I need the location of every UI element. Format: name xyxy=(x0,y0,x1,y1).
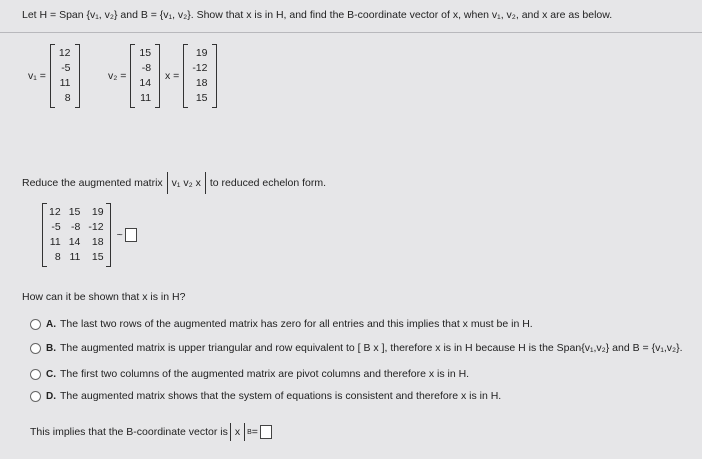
reduce-matrix-label: v₁ v₂ x xyxy=(167,172,206,194)
radio-option-c[interactable] xyxy=(30,369,41,380)
row-equivalent-symbol: ~ xyxy=(116,229,123,241)
vector-x-matrix xyxy=(183,44,216,108)
aug-entry: 11 xyxy=(69,251,81,263)
divider xyxy=(0,32,702,33)
option-d-letter: D. xyxy=(46,390,56,402)
v1-entry: 8 xyxy=(64,92,71,104)
vector-v1-label: v₁ = xyxy=(28,70,46,82)
option-d-text: The augmented matrix shows that the system of equations is consistent and therefore x is in H. xyxy=(60,390,502,402)
problem-statement: Let H = Span {v₁, v₂} and B = {v₁, v₂}. Show that x is in H, and find the B-coordinate vector of x, when v₁, v₂, and x are as below. xyxy=(22,9,613,21)
vector-v1-matrix xyxy=(50,44,80,108)
option-b-text: The augmented matrix is upper triangular and row equivalent to [ B x ], therefore x is in H because H is the Span{v₁,v₂} and B = {v₁,v₂}. xyxy=(60,342,683,354)
v1-entry: 12 xyxy=(58,47,71,59)
v1-entry: -5 xyxy=(61,62,71,74)
reduce-suffix: to reduced echelon form. xyxy=(209,177,327,189)
v2-entry: 14 xyxy=(139,77,152,89)
vector-x-label: x = xyxy=(165,70,180,82)
vector-x xyxy=(165,44,217,108)
option-c-letter: C. xyxy=(46,368,56,380)
option-d[interactable] xyxy=(30,390,501,402)
x-entry: -12 xyxy=(192,62,208,74)
x-entry: 19 xyxy=(195,47,208,59)
coordinate-vector-row xyxy=(30,423,272,441)
aug-entry: 15 xyxy=(91,251,104,263)
option-b-letter: B. xyxy=(46,342,56,354)
aug-entry: 12 xyxy=(49,206,61,218)
aug-entry: -5 xyxy=(51,221,61,233)
v2-entry: -8 xyxy=(141,62,152,74)
coordinate-vector-label: x xyxy=(234,426,241,438)
option-a-text: The last two rows of the augmented matrix has zero for all entries and this implies that x must be in H. xyxy=(60,318,533,330)
question-text: How can it be shown that x is in H? xyxy=(22,291,186,303)
reduce-prefix: Reduce the augmented matrix xyxy=(22,177,163,189)
aug-entry: 15 xyxy=(68,206,81,218)
equals-sign: = xyxy=(251,426,258,438)
aug-entry: 19 xyxy=(91,206,104,218)
vector-v2-matrix xyxy=(130,44,160,108)
option-a-letter: A. xyxy=(46,318,56,330)
option-c-text: The first two columns of the augmented matrix are pivot columns and therefore x is in H. xyxy=(60,368,470,380)
radio-option-a[interactable] xyxy=(30,319,41,330)
radio-option-d[interactable] xyxy=(30,391,41,402)
v2-entry: 15 xyxy=(139,47,152,59)
option-a[interactable] xyxy=(30,318,533,330)
option-b[interactable] xyxy=(30,342,683,354)
vector-v2 xyxy=(108,44,160,108)
radio-option-b[interactable] xyxy=(30,343,41,354)
vector-v2-label: v₂ = xyxy=(108,70,127,82)
option-c[interactable] xyxy=(30,368,469,380)
coordinate-vector-subscript: B xyxy=(247,428,252,436)
aug-entry: 8 xyxy=(54,251,61,263)
reduce-instruction xyxy=(22,172,326,194)
vector-v1 xyxy=(28,44,80,108)
rref-answer-input[interactable] xyxy=(125,228,137,242)
coordinate-vector-bracket xyxy=(230,423,245,441)
coordinate-vector-answer-input[interactable] xyxy=(260,425,272,439)
augmented-matrix-row xyxy=(42,203,137,267)
v1-entry: 11 xyxy=(59,77,71,89)
aug-entry: 14 xyxy=(68,236,81,248)
coordinate-vector-prefix: This implies that the B-coordinate vector is xyxy=(30,426,228,438)
x-entry: 15 xyxy=(195,92,208,104)
aug-entry: -8 xyxy=(71,221,81,233)
v2-entry: 11 xyxy=(140,92,152,104)
x-entry: 18 xyxy=(195,77,208,89)
aug-entry: 18 xyxy=(91,236,104,248)
aug-entry: 11 xyxy=(49,236,61,248)
augmented-matrix xyxy=(42,203,111,267)
aug-entry: -12 xyxy=(88,221,104,233)
